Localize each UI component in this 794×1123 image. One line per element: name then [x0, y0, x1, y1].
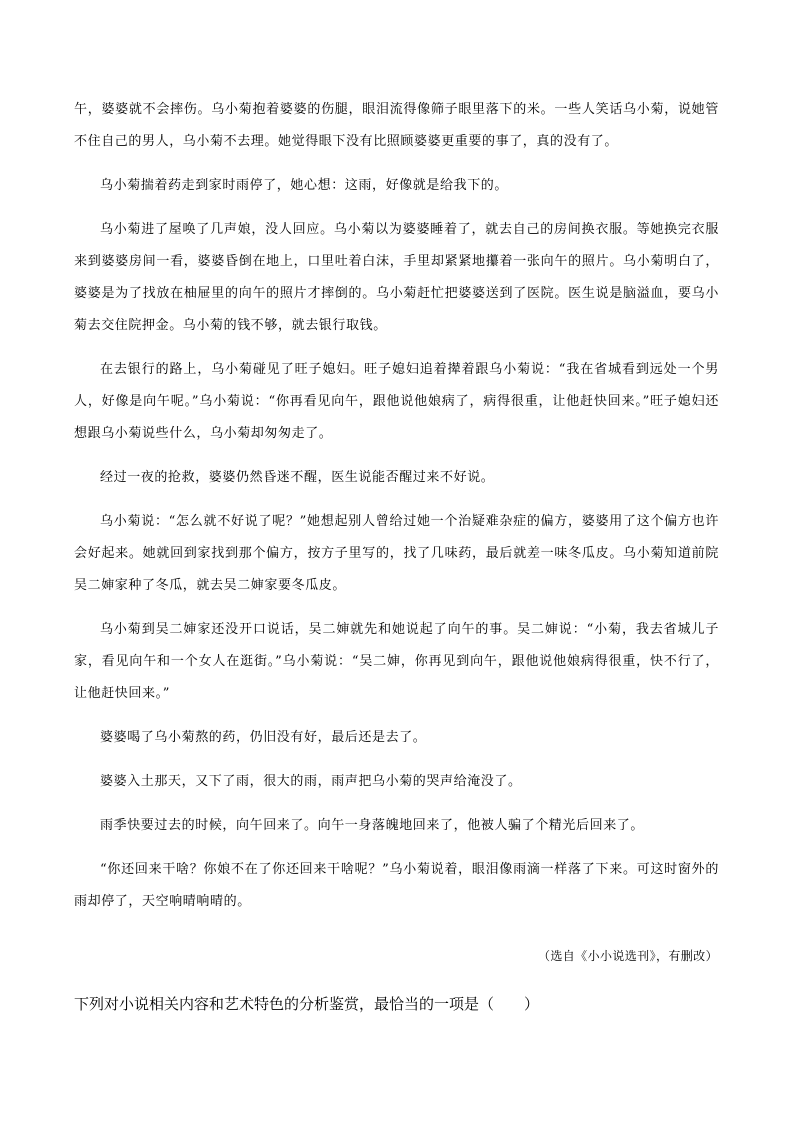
story-paragraph: 乌小菊揣着药走到家时雨停了，她心想：这雨，好像就是给我下的。 — [100, 178, 509, 193]
story-text — [74, 94, 719, 930]
story-paragraph: 在去银行的路上，乌小菊碰见了旺子媳妇。旺子媳妇追着撵着跟乌小菊说：“我在省城看到远处一个男人，好像是向午呢。”乌小菊说：“你再看见向午，跟他说他娘病了，病得很重，让他赶快回来。”旺子媳妇还想跟乌小菊说些什么，乌小菊却匆匆走了。 — [74, 362, 719, 441]
story-paragraph: 乌小菊到吴二婶家还没开口说话，吴二婶就先和她说起了向午的事。吴二婶说：“小菊，我去省城儿子家，看见向午和一个女人在逛街。”乌小菊说：“吴二婶，你再见到向午，跟他说他娘病得很重，快不行了，让他赶快回来。” — [74, 622, 719, 701]
story-paragraph: 经过一夜的抢救，婆婆仍然昏迷不醒，医生说能否醒过来不好说。 — [100, 470, 495, 485]
story-paragraph: “你还回来干啥？你娘不在了你还回来干啥呢？”乌小菊说着，眼泪像雨滴一样落了下来。可这时窗外的雨却停了，天空响晴响晴的。 — [74, 862, 719, 909]
story-paragraph: 婆婆入土那天，又下了雨，很大的雨，雨声把乌小菊的哭声给淹没了。 — [100, 774, 522, 789]
story-paragraph: 午，婆婆就不会摔伤。乌小菊抱着婆婆的伤腿，眼泪流得像筛子眼里落下的米。一些人笑话乌小菊，说她管不住自己的男人，乌小菊不去理。她觉得眼下没有比照顾婆婆更重要的事了，真的没有了。 — [74, 102, 719, 149]
story-paragraph: 婆婆喝了乌小菊熬的药，仍旧没有好，最后还是去了。 — [100, 730, 427, 745]
story-paragraph: 乌小菊说：“怎么就不好说了呢？”她想起别人曾给过她一个治疑难杂症的偏方，婆婆用了这个偏方也许会好起来。她就回到家找到那个偏方，按方子里写的，找了几味药，最后就差一味冬瓜皮。乌小菊知道前院吴二婶家种了冬瓜，就去吴二婶家要冬瓜皮。 — [74, 514, 719, 593]
story-paragraph: 雨季快要过去的时候，向午回来了。向午一身落魄地回来了，他被人骗了个精光后回来了。 — [100, 818, 645, 833]
question-prompt: 下列对小说相关内容和艺术特色的分析鉴赏，最恰当的一项是（ ） — [74, 995, 540, 1013]
story-paragraph: 乌小菊进了屋唤了几声娘，没人回应。乌小菊以为婆婆睡着了，就去自己的房间换衣服。等她换完衣服来到婆婆房间一看，婆婆昏倒在地上，口里吐着白沫，手里却紧紧地攥着一张向午的照片。乌小菊明白了，婆婆是为了找放在柚屉里的向午的照片才摔倒的。乌小菊赶忙把婆婆送到了医院。医生说是脑溢血，要乌小菊去交住院押金。乌小菊的钱不够，就去银行取钱。 — [74, 222, 719, 333]
source-citation: （选自《小小说选刊》，有删改） — [537, 949, 718, 963]
